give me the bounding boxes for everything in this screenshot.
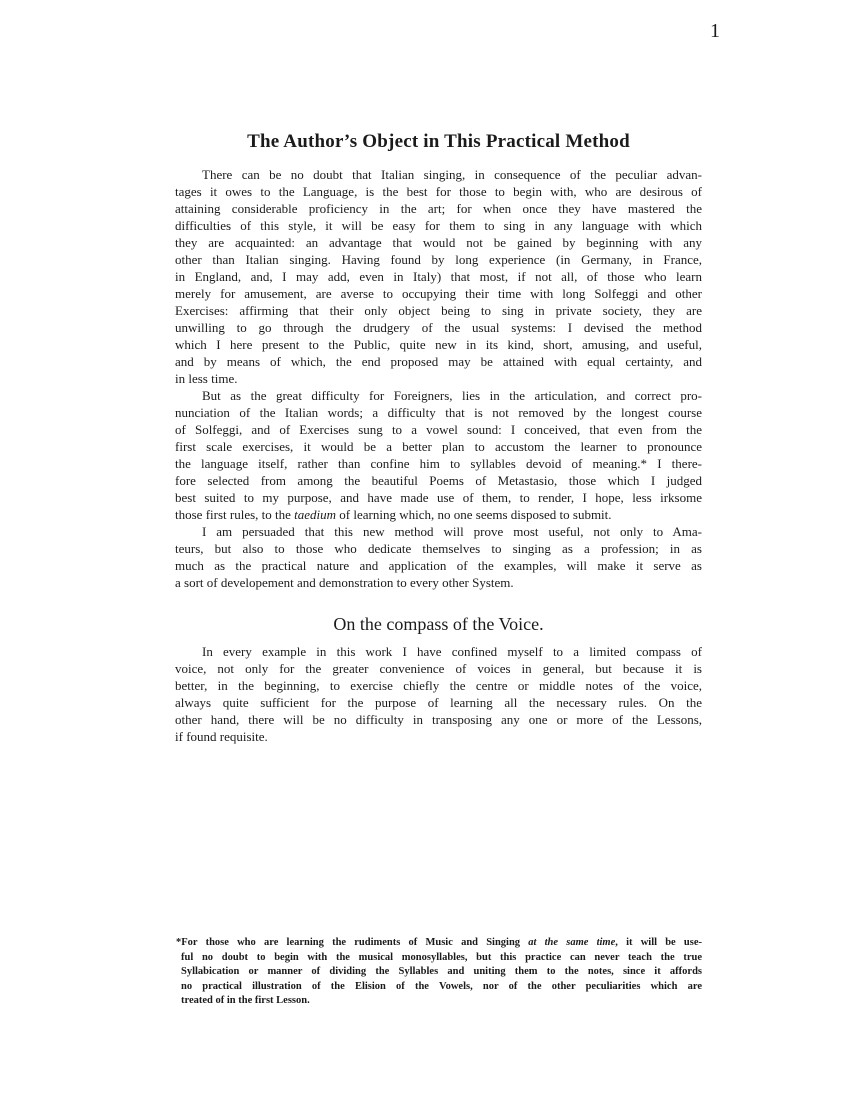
text-run: nunciation of the Italian words; a difficulty that is not removed by the longest course [175,405,702,420]
paragraph-2 [175,387,702,523]
text-run: no practical illustration of the Elision of the Vowels, nor of the other peculiarities which are [181,980,702,992]
text-line [175,728,702,745]
paragraph-4 [175,643,702,745]
text-run: other than Italian singing. Having found by long experience (in Germany, in France, [175,252,702,267]
text-line [176,936,702,951]
text-run: the language itself, rather than confine him to syllables devoid of meaning.* I there- [175,456,702,471]
text-run: and by means of which, the end proposed may be attained with equal certainty, and [175,354,702,369]
text-line [175,677,702,694]
text-run: teurs, but also to those who dedicate themselves to singing as a profession; in as [175,541,702,556]
text-line [175,574,702,591]
text-run: *For those who are learning the rudiments of Music and Singing [176,937,529,948]
text-line [175,302,702,319]
italic-text: at the same time [528,937,616,948]
text-run: much as the practical nature and application of the examples, will make it serve as [175,558,702,573]
page-number: 1 [710,20,720,42]
text-line [176,980,702,995]
text-run: in England, and, I may add, even in Italy) that most, if not all, of those who learn [175,269,702,284]
text-line [175,643,702,660]
text-line [175,404,702,421]
text-run: merely for amusement, are averse to occupying their time with long Solfeggi and other [175,286,702,301]
text-run: which I here present to the Public, quite new in its kind, short, amusing, and useful, [175,337,702,352]
text-run: in less time. [175,371,238,386]
text-line [176,965,702,980]
text-line [175,166,702,183]
text-line [175,387,702,404]
text-run: those first rules, to the [175,507,295,522]
text-line [175,319,702,336]
text-run: if found requisite. [175,729,268,744]
text-line [175,370,702,387]
footnote [176,936,702,1009]
text-line [175,557,702,574]
page-title: The Author’s Object in This Practical Method [247,131,630,152]
text-line [175,234,702,251]
text-line [175,455,702,472]
text-run: ful no doubt to begin with the musical monosyllables, but this practice can never teach the true [181,951,702,963]
text-run: first scale exercises, it would be a better plan to accustom the learner to pronounce [175,439,702,454]
text-run: of learning which, no one seems disposed to submit. [336,507,612,522]
text-run: In every example in this work I have confined myself to a limited compass of [202,644,702,659]
text-run: attaining considerable proficiency in the art; for when once they have mastered the [175,201,702,216]
text-run: Syllabication or manner of dividing the Syllables and uniting them to the notes, since it affords [181,966,702,977]
text-line [175,353,702,370]
text-run: treated of in the first Lesson. [181,995,310,1006]
text-line [175,200,702,217]
text-run: of Solfeggi, and of Exercises sung to a vowel sound: I conceived, that even from the [175,422,702,437]
text-run: better, in the beginning, to exercise chiefly the centre or middle notes of the voice, [175,678,702,693]
text-run: I am persuaded that this new method will prove most useful, not only to Ama- [202,524,702,539]
text-line [175,523,702,540]
text-line [175,251,702,268]
text-line [176,951,702,966]
paragraph-3 [175,523,702,591]
text-line [175,472,702,489]
text-run: a sort of developement and demonstration to every other System. [175,575,514,590]
text-run: Exercises: affirming that their only object being to sing in private society, they are [175,303,702,318]
text-line [175,438,702,455]
paragraph-1 [175,166,702,387]
italic-text: taedium [294,507,337,522]
text-line [175,217,702,234]
text-line [175,489,702,506]
text-line [175,268,702,285]
text-line [175,711,702,728]
text-run: unwilling to go through the drudgery of the usual systems: I devised the method [175,320,702,335]
text-line [175,506,702,523]
section-heading-compass-of-voice: On the compass of the Voice. [333,614,544,634]
text-run: , it will be use- [615,937,702,948]
text-run: There can be no doubt that Italian singing, in consequence of the peculiar advan- [202,167,702,182]
text-run: voice, not only for the greater convenience of voices in general, but because it is [175,661,702,676]
text-run: they are acquainted: an advantage that would not be gained by beginning with any [175,235,702,250]
text-run: difficulties of this style, it will be easy for them to sing in any language with which [175,218,702,233]
text-run: best suited to my purpose, and have made use of them, to render, I hope, less irksome [175,490,702,505]
text-line [175,336,702,353]
text-line [175,421,702,438]
text-run: fore selected from among the beautiful Poems of Metastasio, those which I judged [175,473,702,488]
text-run: always quite sufficient for the purpose of learning all the necessary rules. On the [175,695,702,710]
text-line [175,694,702,711]
text-line [175,540,702,557]
page-content [175,130,702,745]
text-line [175,660,702,677]
text-run: But as the great difficulty for Foreigners, lies in the articulation, and correct pro- [202,388,702,403]
text-run: other hand, there will be no difficulty in transposing any one or more of the Lessons, [175,712,702,727]
text-line [176,994,702,1009]
text-line [175,183,702,200]
text-run: tages it owes to the Language, is the best for those to begin with, who are desirous of [175,184,702,199]
text-line [175,285,702,302]
